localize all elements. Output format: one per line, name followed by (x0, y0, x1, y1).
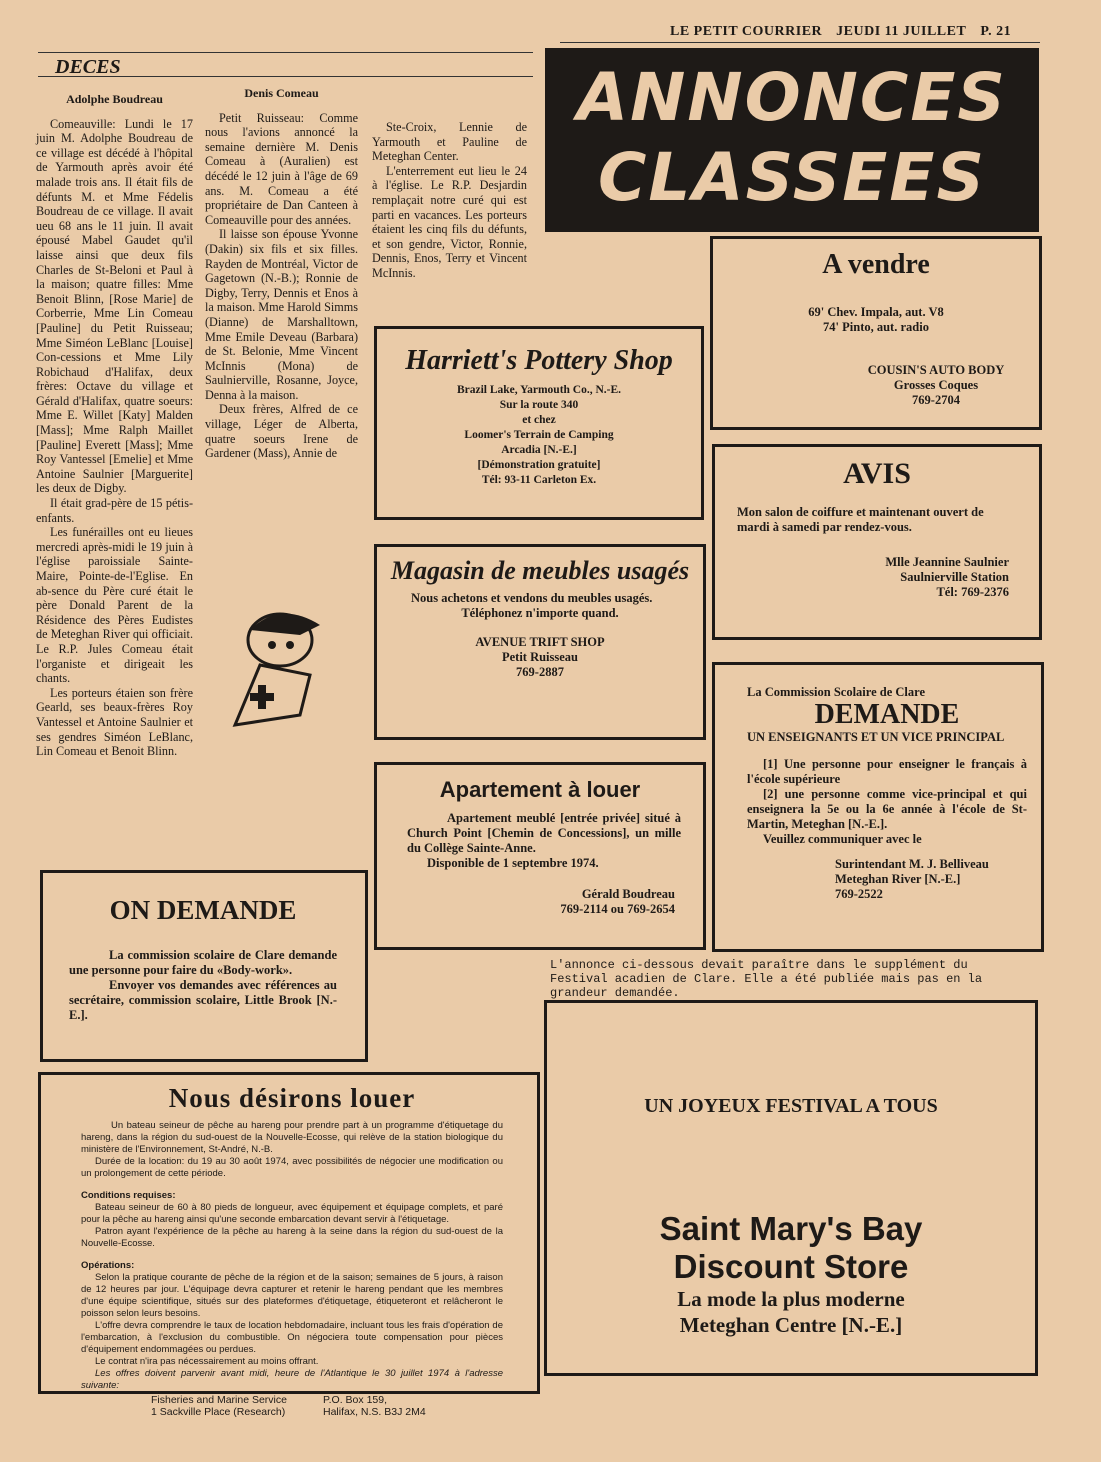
ad-subtitle: UN ENSEIGNANTS ET UN VICE PRINCIPAL (747, 730, 1005, 744)
paragraph: Patron ayant l'expérience de la pêche au hareng à la seine dans la région du sud-ouest de la Nouvelle-Ecosse. (81, 1226, 503, 1249)
paragraph: Selon la pratique courante de pêche de la région et de la saison; semaines de 5 jours, à raison de 12 heures par jour. L'équipage devra capturer et retenir le hareng pendant que les membres d'une équipe scientifique, situés sur des plateformes d'étiquetage, étiqueteront et relâcheront le poisson selon leurs besoins. (81, 1272, 503, 1319)
issue-date: JEUDI 11 JUILLET (836, 24, 967, 39)
page-header (670, 24, 1025, 40)
ad-title: A vendre (822, 249, 930, 280)
paragraph: Ste-Croix, Lennie de Yarmouth et Pauline de Meteghan Center. (372, 120, 527, 164)
paragraph: Il était grad-père de 15 pétis-enfants. (36, 496, 193, 525)
divider (38, 52, 533, 53)
paragraph: Comeauville: Lundi le 17 juin M. Adolphe Boudreau de ce village est décédé à l'hôpital de Yarmouth après avoir été malade trois ans. Il était fils de défunts M. et Mme Fédelis Boudreau de ce village. Il avait ueu 68 ans le 11 juin. Il avait épousé Mabel Gaudet qu'il laisse ainsi que deux fils Charles de St-Beloni et Paul à la maison; quatre filles: Mme Benoit Blinn, [Rose Marie] de Corberrie, Mme Lin Comeau [Pauline] du Petit Ruisseau; Mme Siméon LeBlanc [Louise] Con-cessions et Mme Lily Robichaud d'Halifax, deux frères: Octave du village et Gérald d'Halifax, quatre soeurs: Mme E. Willet [Katy] Malden [Mass]; Mme Ralph Maillet [Pauline] Everett [Mass]; Mme Roy Vantessel [Emelie] et Mme Antoine Saulnier [Marguerite] les deux de Digby. (36, 116, 193, 496)
ad-pottery (374, 326, 704, 520)
divider (560, 42, 1040, 43)
ad-title: AVIS (843, 457, 911, 490)
ad-phone: Tél: 769-2376 (936, 585, 1009, 599)
ad-commission-demande (712, 662, 1044, 952)
obituary-heading: Adolphe Boudreau (66, 92, 163, 106)
paragraph: L'enterrement eut lieu le 24 à l'église. Le R.P. Desjardin remplaçait notre curé qui est parti en vacances. Les porteurs étaient les cinq fils du défunts, et son gendre, Victor, Ronnie, Dennis, Enos, Terry et Vincent McInnis. (372, 163, 527, 280)
ad-title: DEMANDE (814, 699, 960, 730)
banner-line: CLASSEES (598, 139, 986, 216)
classified-banner (545, 48, 1039, 232)
address-line: Fisheries and Marine Service (151, 1394, 287, 1406)
ad-on-demande (40, 870, 368, 1062)
ad-phone: 769-2887 (516, 665, 564, 679)
ad-title: Harriett's Pottery Shop (405, 345, 673, 376)
section-title: DECES (55, 56, 121, 78)
ad-greeting: UN JOYEUX FESTIVAL A TOUS (644, 1095, 938, 1117)
paragraph: Le contrat n'ira pas nécessairement au moins offrant. (95, 1356, 319, 1367)
store-place: Meteghan Centre [N.-E.] (679, 1313, 903, 1337)
ad-title: Nous désirons louer (168, 1083, 416, 1113)
ad-contact: Surintendant M. J. Belliveau (835, 857, 989, 871)
obituary-comeau-cont (372, 120, 527, 281)
ad-place: Grosses Coques (893, 378, 979, 392)
ad-line: et chez (522, 414, 556, 426)
ad-item: 74' Pinto, aut. radio (823, 320, 929, 334)
ad-text: [1] Une personne pour enseigner le français à l'école supérieure (747, 757, 1027, 786)
ad-apartement (374, 762, 706, 950)
editor-note: L'annonce ci-dessous devait paraître dans le supplément du Festival acadien de Clare. Elle a été publiée mais pas en la grandeur demandée. (550, 958, 983, 1000)
ad-place: Meteghan River [N.-E.] (835, 872, 961, 886)
address-block (151, 1394, 503, 1418)
store-name: Saint Mary's Bay (659, 1210, 923, 1247)
ad-title: ON DEMANDE (109, 895, 297, 925)
paragraph: Il laisse son épouse Yvonne (Dakin) six fils et six filles. Rayden de Montréal, Victor de Gagetown (N.-B.); Ronnie de Digby, Terry, Dennis et Enos à la maison. Mme Harold Simms (Dianne) de Marshalltown, Mme Emile Deveau (Barbara) de St. Belonie, Mme Vincent McInnis (Mona) de Saulnierville, Rosanne, Joyce, Denna à la maison. (205, 227, 358, 402)
store-tagline: La mode la plus moderne (677, 1287, 905, 1311)
paragraph: Durée de la location: du 19 au 30 août 1974, avec possibilités de négocier une modification ou un prolongement de cette période. (81, 1156, 503, 1179)
ad-a-vendre (710, 236, 1042, 430)
ad-phone: 769-2522 (835, 887, 883, 901)
page-number: P. 21 (980, 24, 1012, 39)
ad-text: Téléphonez n'importe quand. (461, 606, 619, 620)
paragraph: Les funérailles ont eu lieues mercredi après-midi le 19 juin à l'église paroissiale Sainte-Maire, Pointe-de-l'Eglise. En ab-sence du Père curé était le père Donald Parent de la Résidence des Pères Eudistes de Meteghan River qui officiait. Le R.P. Jules Comeau était l'organiste et dirigeait les chants. (36, 525, 193, 686)
ad-nous-desirons-louer (38, 1072, 540, 1418)
paragraph: Un bateau seineur de pêche au hareng pour prendre part à un programme d'étiquetage du hareng, dans la région du sud-ouest de la Nouvelle-Ecosse, qui relève de la station biologique du ministère de l'Environnement, St-André, N.-B. (81, 1120, 503, 1155)
obituary-heading: Denis Comeau (244, 86, 319, 100)
ad-name: Gérald Boudreau (581, 887, 675, 901)
ad-text: Envoyer vos demandes avec références au secrétaire, commission scolaire, Little Brook [N.-E.]. (69, 978, 337, 1022)
ad-meubles (374, 544, 706, 740)
ad-phone: 769-2114 ou 769-2654 (560, 902, 675, 916)
address-line: P.O. Box 159, (322, 1394, 387, 1406)
paragraph: L'offre devra comprendre le taux de location hebdomadaire, incluant tous les frais d'opération de l'embarcation, à l'exclusion du combustible. On négociera toute compensation pour pièces d'équipement endommagées ou perdues. (81, 1320, 503, 1355)
ad-org: La Commission Scolaire de Clare (747, 685, 926, 699)
ad-line: Arcadia [N.-E.] (501, 444, 577, 456)
ad-festival-store (544, 1000, 1038, 1376)
paragraph: Bateau seineur de 60 à 80 pieds de longueur, avec équipement et équipage complets, et paré pour la pêche au hareng ainsi qu'une seconde embarcation devant servir à l'étiquetage. (81, 1202, 503, 1225)
ad-place: Saulnierville Station (900, 570, 1009, 584)
ad-shop: AVENUE TRIFT SHOP (475, 635, 605, 649)
ad-text: La commission scolaire de Clare demande une personne pour faire du «Body-work». (69, 948, 337, 977)
paragraph: Les porteurs étaien son frère Gearld, ses beaux-frères Roy Vantessel et Antoine Saulnier et ses gendres Siméon LeBlanc, Lin Comeau et Benoit Blinn. (36, 685, 193, 759)
ad-avis (712, 444, 1042, 640)
obituary-comeau (205, 86, 358, 461)
ad-text: [2] une personne comme vice-principal et qui enseignera la 5e ou la 6e année à l'école de St-Martin, Meteghan [N.-E.]. (747, 787, 1027, 831)
subheading: Opérations: (81, 1260, 135, 1271)
ad-name: Mlle Jeannine Saulnier (885, 555, 1009, 569)
store-name: Discount Store (673, 1248, 909, 1285)
nurse-mascot-illustration (230, 605, 340, 730)
banner-line: ANNONCES (577, 59, 1007, 136)
ad-text: Apartement meublé [entrée privée] situé à Church Point [Chemin de Concessions], un mille du Collège Sainte-Anne. (407, 811, 681, 855)
ad-text: Mon salon de coiffure et maintenant ouvert de mardi à samedi par rendez-vous. (737, 505, 984, 534)
paragraph: Deux frères, Alfred de ce village, Léger de Alberta, quatre soeurs Irene de Gardener (Mass), Annie de (205, 402, 358, 461)
subheading: Conditions requises: (81, 1190, 176, 1201)
obituary-boudreau (36, 92, 193, 759)
ad-availability: Disponible de 1 septembre 1974. (427, 856, 599, 870)
ad-line: Sur la route 340 (499, 399, 579, 411)
ad-phone: 769-2704 (912, 393, 960, 407)
ad-title: Apartement à louer (439, 777, 641, 802)
ad-seller: COUSIN'S AUTO BODY (867, 363, 1005, 377)
ad-line: Tél: 93-11 Carleton Ex. (481, 474, 597, 486)
ad-text: Nous achetons et vendons du meubles usagés. (411, 591, 653, 605)
ad-title: Magasin de meubles usagés (390, 556, 690, 585)
address-line: Halifax, N.S. B3J 2M4 (322, 1406, 426, 1418)
paragraph: Petit Ruisseau: Comme nous l'avions annoncé la semaine dernière M. Denis Comeau à (Auralien) est décédé le 12 juin à l'âge de 69 ans. M. Comeau a été propriétaire de Dan Canteen à Comeauville pour des années. (205, 110, 358, 227)
ad-place: Petit Ruisseau (501, 650, 579, 664)
ad-item: 69' Chev. Impala, aut. V8 (808, 305, 944, 319)
ad-line: Loomer's Terrain de Camping (464, 429, 614, 441)
paragraph: Les offres doivent parvenir avant midi, heure de l'Atlantique le 30 juillet 1974 à l'adresse suivante: (81, 1368, 503, 1391)
ad-line: [Démonstration gratuite] (477, 459, 601, 471)
ad-line: Brazil Lake, Yarmouth Co., N.-E. (456, 384, 622, 396)
address-line: 1 Sackville Place (Research) (151, 1406, 286, 1418)
ad-text: Veuillez communiquer avec le (763, 832, 922, 846)
paper-name: LE PETIT COURRIER (670, 24, 823, 39)
